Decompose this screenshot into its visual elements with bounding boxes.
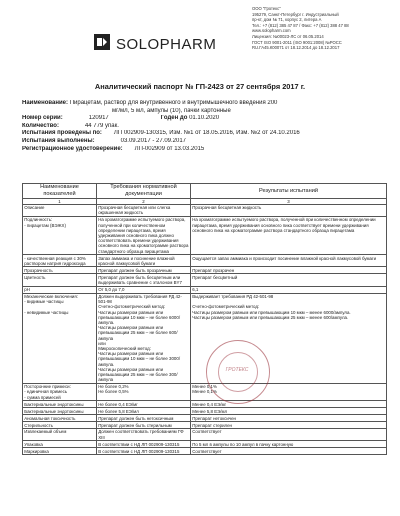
cell-result: Менее 0,1% Менее 0,1% (191, 383, 387, 400)
cell-result: Препарат стерилен (191, 422, 387, 429)
cell-requirement: От 5,0 до 7,0 (97, 286, 191, 293)
cell-requirement: Препарат должен быть бесцветным или выдерживать сравнение с эталоном BY7 (97, 274, 191, 286)
cell-requirement: В соответствии с НД ЛП 002909-130315 (97, 441, 191, 448)
cell-indicator: Бактериальные эндотоксины (23, 408, 97, 415)
cell-result: Препарат прозрачен (191, 267, 387, 274)
cell-result: Прозрачная бесцветная жидкость (191, 204, 387, 216)
table-row (23, 274, 387, 286)
logo-text: SOLOPHARM (116, 36, 217, 53)
cell-result: Менее 0,4 ЕЭ/мг (191, 401, 387, 408)
company-info-line: Тел.: +7 (812) 385 47 87 / Факс: +7 (812) 388 47 88 (252, 22, 349, 28)
cell-result: По 5 мл в ампулы по 10 ампул в пачку картонную (191, 441, 387, 448)
cell-indicator: Прозрачность (23, 267, 97, 274)
cell-indicator: Подлинность: - пирацетам (ВЭЖХ) (23, 216, 97, 254)
company-info-line: 195279, Санкт-Петербург г. Индустриальный (252, 11, 339, 17)
cell-requirement: Не более 0,2% Не более 0,5% (97, 383, 191, 400)
column-number: 1 (23, 198, 97, 204)
cell-indicator: Механические включения: - видимые частицы - невидимые частицы (23, 293, 97, 383)
company-info-line: ГОСТ ISO 9001-2011 (ISO 9001:2008) №РОСС (252, 39, 342, 45)
tested-by-label: Испытания проведены по: (22, 130, 102, 137)
cell-requirement: Препарат должен быть нетоксичным (97, 415, 191, 422)
cell-requirement: В соответствии с НД ЛП 002909-130315 (97, 448, 191, 455)
test-dates-label: Испытания выполнены: (22, 137, 95, 144)
column-number: 2 (97, 198, 191, 204)
cell-indicator: - качественная реакция с 30% раствором натрия гидроксида (23, 255, 97, 267)
table-row (23, 204, 387, 216)
cell-requirement: Должен соответствовать требованиям ГФ XIII (97, 429, 191, 441)
cell-indicator: Описание (23, 204, 97, 216)
company-info-line: www.solopharm.com (252, 28, 291, 34)
cell-requirement: Должен выдерживать требования РД 42-501-98 Счетно-фотометрический метод: Частицы размером равным или превышающим 10 мкм – не более 6000/ампула. Частицы размером равным или превышающим 25 мкм – не более 600/ампула или Микроскопический метод: Частицы размером равным или превышающим 10 мкм – не более 3000/ампула. Частицы размером равным или превышающим 25 мкм – не более 300/ампула (97, 293, 191, 383)
cell-result: Менее 5,8 ЕЭ/мл (191, 408, 387, 415)
cell-result: Соответствует (191, 429, 387, 441)
quantity-value: 44 779 упак. (84, 122, 119, 129)
product-info (22, 100, 394, 153)
series-value: 120917 (88, 115, 109, 122)
expiry-value: 01.10.2020 (189, 115, 220, 122)
cell-requirement: Не более 0,4 ЕЭ/мг (97, 401, 191, 408)
registration-label: Регистрационное удостоверение: (22, 145, 123, 152)
company-info-line: ООО "Гротекс" (252, 6, 281, 11)
series-label: Номер серии: (22, 115, 63, 122)
table-row (23, 429, 387, 441)
table-row (23, 422, 387, 429)
header-results: Результаты испытаний (191, 184, 387, 199)
cell-indicator: Извлекаемый объем (23, 429, 97, 441)
cell-result: 6,1 (191, 286, 387, 293)
header-requirements: Требования нормативной документации (97, 184, 191, 199)
company-info-line: RU.ГА45.К00071 от 18.12.2014 до 18.12.2017 (252, 45, 340, 51)
document-title: Аналитический паспорт № ГП-2423 от 27 сентября 2017 г. (94, 82, 306, 91)
cell-result: Препарат бесцветный (191, 274, 387, 286)
table-row (23, 415, 387, 422)
cell-indicator: Упаковка (23, 441, 97, 448)
column-number: 3 (191, 198, 387, 204)
table-row (23, 267, 387, 274)
table-row (23, 448, 387, 455)
cell-indicator: Бактериальные эндотоксины (23, 401, 97, 408)
cell-requirement: Препарат должен быть прозрачным (97, 267, 191, 274)
quantity-label: Количество: (22, 122, 59, 129)
company-info-line: пр-кт, дом № 71, корпус 2, литера А (252, 17, 322, 23)
table-row (23, 401, 387, 408)
company-seal-text: ГРОТЕКС (225, 367, 249, 373)
cell-result: Ощущается запах аммиака и происходит посинение влажной красной лакмусовой бумаги (191, 255, 387, 267)
table-header-row (23, 184, 387, 199)
test-dates-value: 03.09.2017 - 27.09.2017 (120, 137, 187, 144)
table-row (23, 286, 387, 293)
cell-result: На хроматограмме испытуемого раствора, полученной при количественном определении пирацетама, время удерживания основного пика соответствует времени удерживания основного пика на хроматограмме раствора стандартного образца пирацетама (191, 216, 387, 254)
cell-requirement: Не более 5,8 ЕЭ/мл (97, 408, 191, 415)
table-row (23, 216, 387, 254)
cell-result: Соответствует (191, 448, 387, 455)
cell-requirement: Запах аммиака и посинение влажной красной лакмусовой бумаги (97, 255, 191, 267)
cell-indicator: Аномальная токсичность (23, 415, 97, 422)
name-value: Пирацетам, раствор для внутривенного и внутримышечного введения 200 (69, 100, 278, 106)
cell-requirement: Прозрачная бесцветная или слегка окрашенная жидкость (97, 204, 191, 216)
cell-result: Препарат нетоксичен (191, 415, 387, 422)
cell-indicator: Посторонние примеси: - единичная примесь - сумма примесей (23, 383, 97, 400)
table-row (23, 408, 387, 415)
solopharm-logo-icon (94, 34, 110, 50)
cell-indicator: Стерильность (23, 422, 97, 429)
table-row (23, 383, 387, 400)
company-info (252, 6, 398, 51)
test-results-table (22, 183, 387, 455)
table-row (23, 293, 387, 383)
cell-indicator: pH (23, 286, 97, 293)
registration-value: ЛП-002909 от 13.03.2015 (134, 145, 205, 152)
name-value-continued: мг/мл, 5 мл, ампулы (10), пачки картонные (112, 107, 231, 114)
cell-result: Выдерживает требования РД 42-501-98 Счетно-фотометрический метод: Частицы размером равным или превышающим 10 мкм – менее 6000/ампула. Частицы размером равным или превышающим 25 мкм – менее 600/ампула. (191, 293, 387, 383)
header-indicator: Наименование показателей (23, 184, 97, 199)
tested-by-value: ЛП 002909-130315, Изм. №1 от 18.05.2016, Изм. №2 от 24.10.2016 (113, 130, 300, 137)
name-label: Наименование: (22, 100, 69, 106)
table-row (23, 441, 387, 448)
cell-requirement: Препарат должен быть стерильным (97, 422, 191, 429)
expiry-label: Годен до (160, 115, 188, 122)
cell-requirement: На хроматограмме испытуемого раствора, полученной при количественном определении пирацетама, время удерживания основного пика должно соответствовать времени удерживания основного пика на хроматограмме раствора стандартного образца пирацетама (97, 216, 191, 254)
cell-indicator: Цветность (23, 274, 97, 286)
company-info-line: Лицензия: №00023-ЛС от 06.05.2014 (252, 33, 324, 39)
cell-indicator: Маркировка (23, 448, 97, 455)
table-row (23, 255, 387, 267)
